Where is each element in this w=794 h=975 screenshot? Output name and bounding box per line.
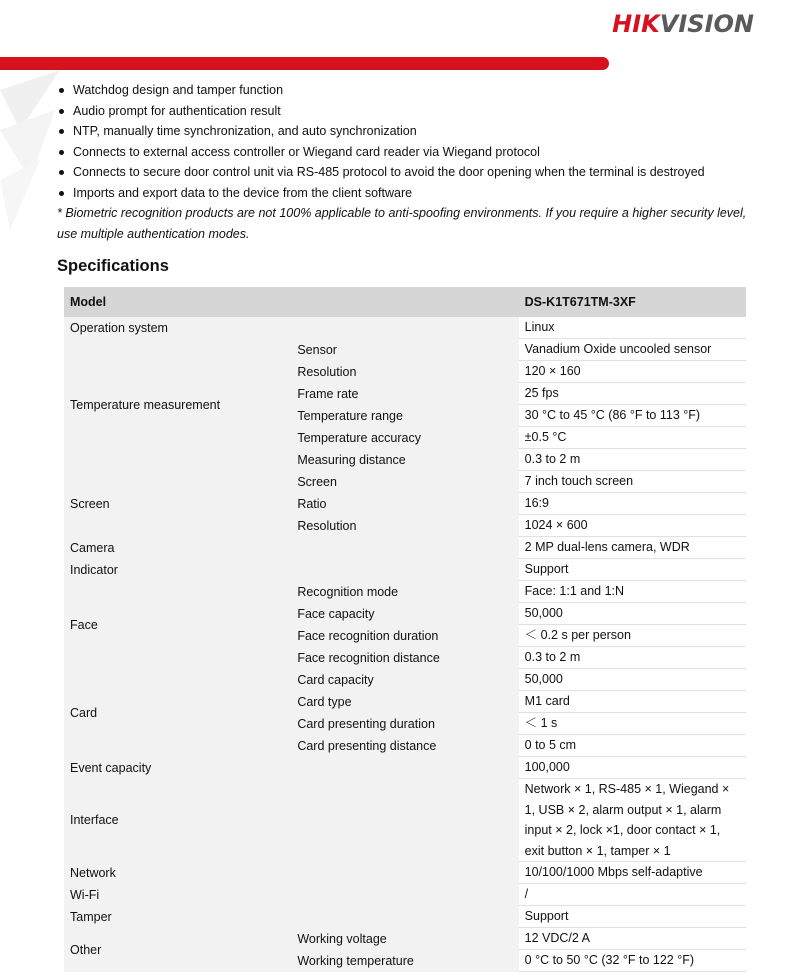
spec-value: 25 fps — [519, 383, 746, 405]
spec-value: 7 inch touch screen — [519, 471, 746, 493]
biometric-note: * Biometric recognition products are not 100% applicable to anti-spoofing environments. If you require a higher security level, use multiple authentication modes. — [57, 206, 747, 241]
spec-label: Sensor — [291, 339, 518, 361]
spec-group-label: Other — [64, 928, 291, 972]
spec-value: 12 VDC/2 A — [519, 928, 746, 950]
table-row — [64, 559, 746, 581]
table-row — [64, 906, 746, 928]
spec-value: 50,000 — [519, 669, 746, 691]
table-row — [64, 339, 746, 361]
feature-item: Audio prompt for authentication result — [57, 101, 757, 122]
spec-group-label: Temperature measurement — [64, 339, 291, 471]
spec-value: ＜ 0.2 s per person — [519, 625, 746, 647]
spec-value: 0 °C to 50 °C (32 °F to 122 °F) — [519, 950, 746, 972]
spec-label: Working temperature — [291, 950, 518, 972]
spec-label: Working voltage — [291, 928, 518, 950]
table-row — [64, 928, 746, 950]
table-row — [64, 757, 746, 779]
table-row — [64, 779, 746, 862]
spec-value: / — [519, 884, 746, 906]
table-row — [64, 581, 746, 603]
spec-value: ±0.5 °C — [519, 427, 746, 449]
spec-label: Screen — [291, 471, 518, 493]
model-label: Model — [64, 287, 519, 317]
spec-value: Support — [519, 559, 746, 581]
spec-value: 120 × 160 — [519, 361, 746, 383]
hikvision-logo: HIKVISION — [612, 10, 754, 38]
spec-label: Interface — [64, 779, 519, 862]
header-red-bar — [0, 57, 609, 70]
table-row — [64, 884, 746, 906]
spec-label: Resolution — [291, 515, 518, 537]
feature-item: Imports and export data to the device from the client software — [57, 183, 757, 204]
specifications-title: Specifications — [57, 257, 169, 275]
model-value: DS-K1T671TM-3XF — [519, 287, 746, 317]
spec-value: 0 to 5 cm — [519, 735, 746, 757]
spec-value: 30 °C to 45 °C (86 °F to 113 °F) — [519, 405, 746, 427]
spec-label: Card presenting duration — [291, 713, 518, 735]
spec-label: Face capacity — [291, 603, 518, 625]
spec-value: Network × 1, RS-485 × 1, Wiegand × 1, USB × 2, alarm output × 1, alarm input × 2, lock ×1, door contact × 1, exit button × 1, tamper × 1 — [519, 779, 746, 862]
spec-label: Recognition mode — [291, 581, 518, 603]
spec-group-label: Card — [64, 669, 291, 757]
spec-label: Ratio — [291, 493, 518, 515]
spec-label: Card capacity — [291, 669, 518, 691]
spec-label: Card presenting distance — [291, 735, 518, 757]
spec-label: Face recognition duration — [291, 625, 518, 647]
spec-label: Temperature range — [291, 405, 518, 427]
spec-value: 0.3 to 2 m — [519, 449, 746, 471]
spec-value: Support — [519, 906, 746, 928]
spec-value: Linux — [519, 317, 746, 339]
spec-value: 10/100/1000 Mbps self-adaptive — [519, 862, 746, 884]
spec-label: Tamper — [64, 906, 519, 928]
feature-item: Connects to external access controller or Wiegand card reader via Wiegand protocol — [57, 142, 757, 163]
spec-label: Frame rate — [291, 383, 518, 405]
spec-value: Vanadium Oxide uncooled sensor — [519, 339, 746, 361]
spec-value: 16:9 — [519, 493, 746, 515]
table-row — [64, 862, 746, 884]
spec-label: Face recognition distance — [291, 647, 518, 669]
feature-item: NTP, manually time synchronization, and auto synchronization — [57, 121, 757, 142]
spec-label: Wi-Fi — [64, 884, 519, 906]
table-row — [64, 287, 746, 317]
spec-value: ＜ 1 s — [519, 713, 746, 735]
spec-label: Camera — [64, 537, 519, 559]
specifications-table — [64, 287, 746, 972]
spec-value: 1024 × 600 — [519, 515, 746, 537]
spec-value: 2 MP dual-lens camera, WDR — [519, 537, 746, 559]
spec-value: 100,000 — [519, 757, 746, 779]
table-row — [64, 669, 746, 691]
spec-label: Operation system — [64, 317, 519, 339]
table-row — [64, 537, 746, 559]
spec-group-label: Screen — [64, 471, 291, 537]
spec-label: Indicator — [64, 559, 519, 581]
table-row — [64, 317, 746, 339]
spec-value: 0.3 to 2 m — [519, 647, 746, 669]
table-row — [64, 471, 746, 493]
feature-item: Watchdog design and tamper function — [57, 80, 757, 101]
spec-label: Network — [64, 862, 519, 884]
feature-item: Connects to secure door control unit via RS-485 protocol to avoid the door opening when the terminal is destroyed — [57, 162, 757, 183]
spec-label: Event capacity — [64, 757, 519, 779]
spec-label: Measuring distance — [291, 449, 518, 471]
spec-label: Resolution — [291, 361, 518, 383]
spec-label: Temperature accuracy — [291, 427, 518, 449]
spec-value: 50,000 — [519, 603, 746, 625]
spec-value: M1 card — [519, 691, 746, 713]
spec-group-label: Face — [64, 581, 291, 669]
spec-value: Face: 1:1 and 1:N — [519, 581, 746, 603]
feature-list — [57, 80, 757, 203]
spec-label: Card type — [291, 691, 518, 713]
